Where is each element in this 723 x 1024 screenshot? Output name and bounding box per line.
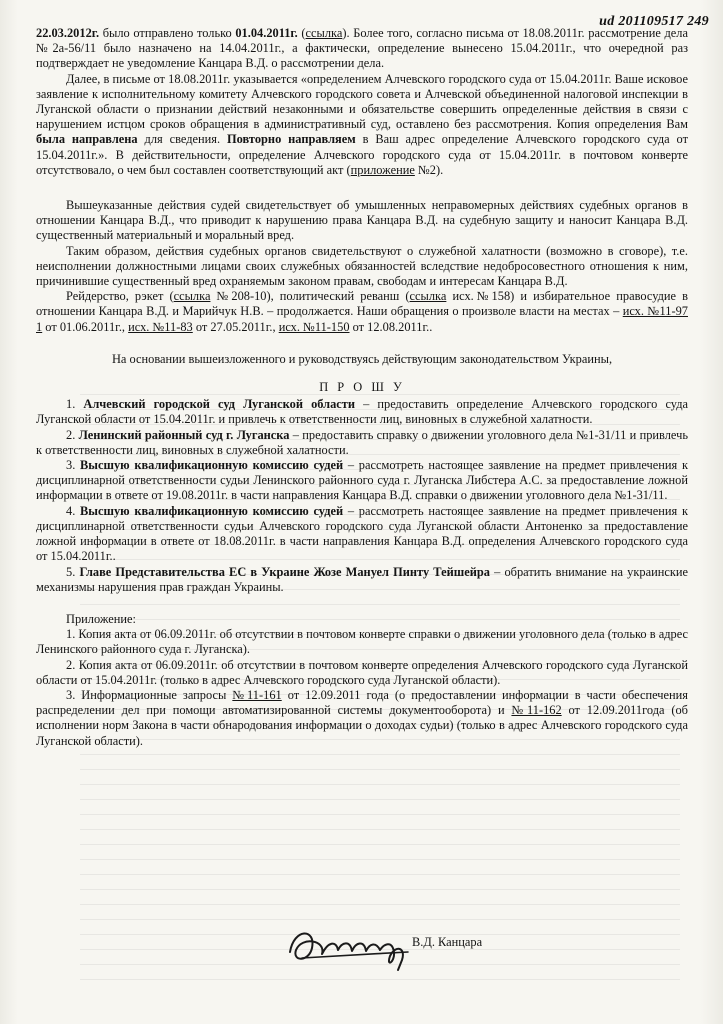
text-run: в Ваш адрес определение Алчевского городского суда от 15.04.2011г.». В действительности, определение Алчевского городского суда от 15.04.2011г. в почтовом конверте отсутствовало, о чем был составлен соответствующий акт (	[36, 132, 689, 177]
request-title: П Р О Ш У	[319, 380, 405, 395]
request-item-1	[36, 397, 688, 427]
link-ssylka-208[interactable]: ссылка	[173, 289, 211, 304]
text-run: Рейдерство, рэкет (	[66, 289, 174, 304]
paragraph-actions: Вышеуказанные действия судей свидетельствует об умышленных неправомерных действиях судебных органов в отношении Канцара В.Д., что приводит к нарушению права Канцара В.Д. на судебную защиту и наносит Канцара В.Д. существенный материальный и моральный вред.	[36, 198, 688, 243]
date-bold: 22.03.2012г.	[36, 26, 100, 40]
link-11-161[interactable]: №11-161	[232, 687, 282, 702]
addressee: Алчевский городской суд Луганской области	[83, 397, 356, 412]
item-text: – обратить внимание на украинские механизмы нарушения прав граждан Украины.	[36, 564, 688, 594]
item-number: 4.	[66, 503, 81, 518]
text-run: №2).	[414, 162, 444, 177]
paragraph-letter-quote	[36, 72, 688, 178]
text-run: Далее, в письме от 18.08.2011г. указывается «определением Алчевского городского суда от 15.04.2011г. Ваше исковое заявление к исполнительному комитету Алчевского городского совета и Алчевской объединенной налоговой инспекции в Луганской области о признании действий незаконными и обязательстве совершить определенные действия в связи с нарушением истцом сроков обращения в административный суд, оставлено без рассмотрения. Копия определения Вам	[36, 71, 688, 132]
text-run: (	[297, 26, 306, 40]
link-prilozhenie[interactable]: приложение	[350, 162, 415, 177]
request-item-2	[36, 428, 688, 458]
text-run: от 12.09.2011 года (о предоставлении информации в части обеспечения распределении дел при помощи автоматизированной системы документооборота) и	[36, 687, 689, 718]
text-run: №208-10), политический реванш (	[210, 289, 410, 304]
date-bold: 01.04.2011г.	[235, 26, 298, 40]
link-ssylka[interactable]: ссылка	[305, 26, 343, 40]
paragraph-raiding	[36, 289, 688, 335]
paragraph-basis: На основании вышеизложенного и руководствуясь действующим законодательством Украины,	[111, 351, 613, 366]
item-text: – рассмотреть настоящее заявление на предмет привлечения к дисциплинарной ответственности судьи Ленинского районного суда г. Луганска Либстера А.С. за предоставление ложной информации в ответе от 19.08.2011г. в части направления Канцара В.Д. справки о движении уголовного дела №1-31/11.	[36, 458, 689, 503]
text-run: от 01.06.2011г.,	[42, 319, 129, 334]
bold-run: Повторно направляем	[227, 132, 356, 147]
addressee: Высшую квалификационную комиссию судей	[80, 503, 344, 518]
text-run: от 12.09.2011года (об исполнении норм Закона в части обнародования информации о доходах судьи) (только в адрес Алчевского городского суда Луганской области).	[36, 703, 688, 748]
bold-run: была направлена	[36, 132, 138, 147]
link-ish-11-150[interactable]: исх. №11-150	[278, 319, 350, 334]
text-run: ). Более того, согласно письма от 18.08.2011г. рассмотрение дела №2а-56/11 было назначено на 14.04.2011г., а фактически, определение вынесено 15.04.2011г., что очередной раз подтверждает не уведомление Канцара В.Д. о рассмотрении дела.	[36, 26, 688, 71]
text-run: 3. Информационные запросы	[66, 687, 233, 702]
text-run: для сведения.	[137, 132, 228, 147]
item-number: 3.	[66, 458, 81, 473]
paragraph-dates	[36, 26, 688, 72]
link-ish-11-83[interactable]: исх. №11-83	[128, 319, 193, 334]
link-11-162[interactable]: №11-162	[511, 703, 562, 718]
attachments-title: Приложение:	[66, 611, 136, 626]
link-ish-11-97[interactable]: исх. №11-97 1	[36, 304, 688, 334]
attachment-item-3	[36, 688, 688, 749]
addressee: Высшую квалификационную комиссию судей	[80, 458, 344, 473]
link-ssylka-158[interactable]: ссылка	[409, 289, 447, 304]
document-id-stamp: ud 201109517 249	[599, 14, 709, 29]
request-item-3	[36, 458, 688, 504]
item-text: – предоставить справку о движении уголовного дела №1-31/11 и привлечь к ответственности лиц, виновных в служебной халатности.	[36, 427, 688, 457]
item-number: 2.	[66, 427, 79, 442]
paragraph-negligence: Таким образом, действия судебных органов свидетельствуют о служебной халатности (возможно в сговоре), т.е. неисполнении должностными лицами своих служебных обязанностей вследствие недобросовестного отношения к ним, причинившие существенный вред охраняемым законом правам, свободам и интересам Канцара В.Д.	[36, 243, 688, 289]
item-text: – предоставить определение Алчевского городского суда Луганской области от 15.04.2011г. и привлечь к ответственности лиц, виновных в служебной халатности.	[36, 397, 688, 427]
request-item-4	[36, 504, 688, 565]
request-item-5	[36, 565, 688, 595]
signature-name: В.Д. Канцара	[412, 935, 483, 949]
item-number: 5.	[66, 564, 80, 579]
item-number: 1.	[66, 397, 84, 412]
addressee: Ленинский районный суд г. Луганска	[78, 427, 290, 442]
attachment-item-2: 2. Копия акта от 06.09.2011г. об отсутствии в почтовом конверте определения Алчевского городского суда Луганской области от 15.04.2011г. (только в адрес Алчевского городского суда Луганской области).	[36, 657, 688, 687]
text-run: было отправлено только	[99, 26, 236, 40]
text-run: исх.№158) и избирательное правосудие в отношении Канцара В.Д. и Марийчук Н.В. – продолжается. Наши обращения о произволе власти на местах –	[36, 289, 688, 319]
text-run: от 27.05.2011г.,	[192, 319, 279, 334]
attachment-item-1: 1. Копия акта от 06.09.2011г. об отсутствии в почтовом конверте справки о движении уголовного дела (только в адрес Ленинского районного суда г. Луганска).	[36, 627, 688, 657]
text-run: от 12.08.2011г..	[349, 319, 433, 334]
addressee: Главе Представительства ЕС в Украине Жозе Мануел Пинту Тейшейра	[79, 564, 490, 579]
item-text: – рассмотреть настоящее заявление на предмет привлечения к дисциплинарной ответственности судьи Алчевского городского суда Луганской области Антоненко за предоставление ложной информации в ответе от 18.08.2011г. в части направления Канцара В.Д. определения Алчевского городского суда от 15.04.2011г..	[36, 503, 689, 564]
letter-body	[36, 26, 688, 749]
